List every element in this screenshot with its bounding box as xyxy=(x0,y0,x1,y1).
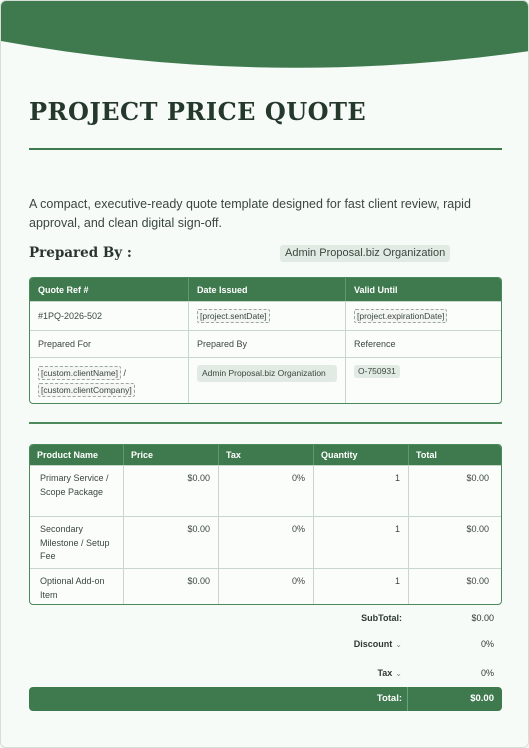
product-tax[interactable]: 0% xyxy=(218,517,313,568)
client-separator: / xyxy=(123,368,127,378)
products-table xyxy=(29,444,502,605)
tax-label: Tax xyxy=(377,668,393,678)
header-price: Price xyxy=(123,445,218,465)
total-value: $0.00 xyxy=(470,693,494,704)
product-tax[interactable]: 0% xyxy=(218,569,313,605)
prepared-by-org-chip[interactable]: Admin Proposal.biz Organization xyxy=(197,365,337,382)
prepared-for-cell xyxy=(30,358,188,404)
prepared-by-label: Prepared By : xyxy=(29,245,132,261)
product-total: $0.00 xyxy=(408,569,501,605)
quote-meta-header-row xyxy=(30,278,501,301)
product-name[interactable]: Secondary Milestone / Setup Fee xyxy=(40,524,110,561)
header-quote-ref: Quote Ref # xyxy=(38,284,89,295)
client-company-merge-tag[interactable]: [custom.clientCompany] xyxy=(38,383,135,397)
date-issued-cell xyxy=(188,302,345,330)
date-issued-merge-tag[interactable]: [project.sentDate] xyxy=(197,309,270,323)
product-price[interactable]: $0.00 xyxy=(123,517,218,568)
quote-meta-sublabel-row xyxy=(30,330,501,357)
tax-toggle[interactable] xyxy=(377,668,402,678)
section-divider xyxy=(29,422,502,424)
discount-label: Discount xyxy=(353,639,393,649)
subtotal-label: SubTotal: xyxy=(361,613,402,623)
title-divider xyxy=(29,148,502,150)
table-row[interactable] xyxy=(30,516,501,568)
prepared-for-label: Prepared For xyxy=(38,339,92,349)
total-divider xyxy=(407,687,408,711)
chevron-down-icon: ⌄ xyxy=(395,640,402,649)
reference-label: Reference xyxy=(345,331,501,357)
page-title: PROJECT PRICE QUOTE xyxy=(29,97,367,126)
valid-until-merge-tag[interactable]: [project.expirationDate] xyxy=(354,309,447,323)
quote-ref-value: #1PQ-2026-502 xyxy=(38,311,103,321)
header-product-name: Product Name xyxy=(37,450,99,460)
tax-row xyxy=(29,664,502,684)
header-tax: Tax xyxy=(218,445,313,465)
table-row[interactable] xyxy=(30,465,501,516)
valid-until-cell xyxy=(345,302,501,330)
reference-chip[interactable]: O-750931 xyxy=(354,365,400,378)
product-name[interactable]: Optional Add-on Item xyxy=(40,576,105,600)
product-total: $0.00 xyxy=(408,517,501,568)
product-price[interactable]: $0.00 xyxy=(123,569,218,605)
subtotal-row xyxy=(29,609,502,629)
header-date-issued: Date Issued xyxy=(188,278,345,301)
product-quantity[interactable]: 1 xyxy=(313,517,408,568)
total-label: Total: xyxy=(376,693,402,704)
tax-value[interactable]: 0% xyxy=(480,668,494,678)
header-quantity: Quantity xyxy=(313,445,408,465)
prepared-by-organization[interactable]: Admin Proposal.biz Organization xyxy=(280,245,450,262)
quote-meta-values-row xyxy=(30,301,501,330)
client-name-merge-tag[interactable]: [custom.clientName] xyxy=(38,366,121,380)
product-total: $0.00 xyxy=(408,466,501,516)
header-total: Total xyxy=(408,445,501,465)
product-price[interactable]: $0.00 xyxy=(123,466,218,516)
quote-meta-details-row xyxy=(30,357,501,404)
header-valid-until: Valid Until xyxy=(345,278,501,301)
quote-meta-table xyxy=(29,277,502,404)
chevron-down-icon: ⌄ xyxy=(395,669,402,678)
quote-description: A compact, executive-ready quote template designed for fast client review, rapid approval, and clean digital sign-off. xyxy=(29,197,471,230)
grand-total-bar xyxy=(29,687,502,711)
product-quantity[interactable]: 1 xyxy=(313,466,408,516)
table-row[interactable] xyxy=(30,568,501,605)
discount-row xyxy=(29,635,502,655)
discount-value[interactable]: 0% xyxy=(480,639,494,649)
prepared-by-cell xyxy=(188,358,345,404)
subtotal-value: $0.00 xyxy=(471,613,494,623)
prepared-by-sublabel: Prepared By xyxy=(188,331,345,357)
reference-cell xyxy=(345,358,501,404)
product-name[interactable]: Primary Service / Scope Package xyxy=(40,473,109,497)
product-quantity[interactable]: 1 xyxy=(313,569,408,605)
header-wave-decoration xyxy=(1,1,529,71)
discount-toggle[interactable] xyxy=(354,639,402,649)
product-tax[interactable]: 0% xyxy=(218,466,313,516)
products-header-row xyxy=(30,445,501,465)
